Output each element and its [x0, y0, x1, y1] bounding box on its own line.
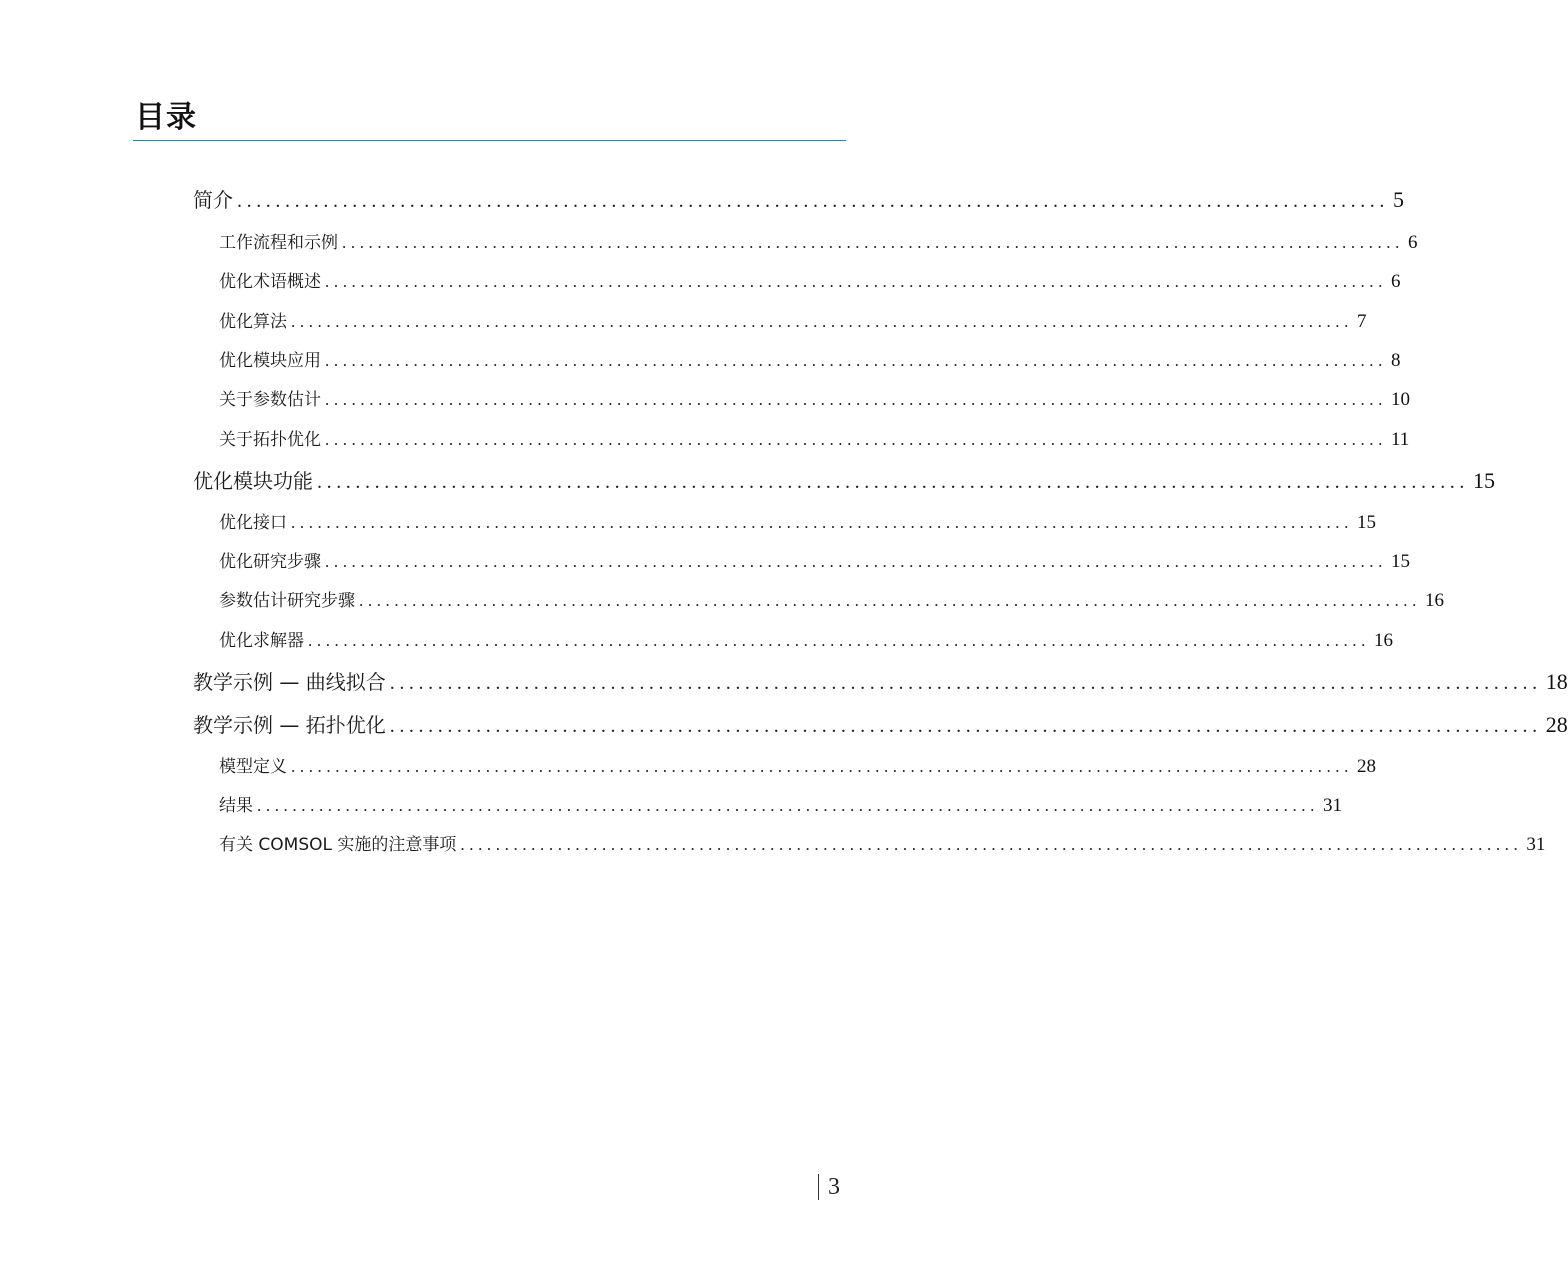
toc-entry-page: 28 — [1545, 712, 1568, 737]
toc-entry[interactable] — [219, 268, 1401, 296]
toc-entry-label: 优化接口 — [219, 513, 287, 533]
toc-entry-page: 15 — [1391, 551, 1410, 572]
page-title: 目录 — [135, 100, 197, 135]
page-number: 3 — [828, 1173, 840, 1200]
toc-entry-label: 简介 — [193, 188, 233, 212]
toc-entry[interactable] — [219, 831, 1546, 859]
toc-entry-page: 16 — [1374, 630, 1393, 651]
toc-entry[interactable] — [219, 753, 1376, 781]
toc-entry-label: 关于拓扑优化 — [219, 430, 321, 450]
toc-entry-page: 10 — [1391, 389, 1410, 410]
toc-entry[interactable] — [193, 185, 1404, 215]
dot-leader: ........................................................................................................................ — [291, 757, 1353, 776]
toc-entry-label: 优化模块功能 — [193, 469, 313, 493]
dot-leader: ........................................................................................................................ — [389, 672, 1542, 694]
toc-entry-label: 有关 COMSOL 实施的注意事项 — [219, 835, 457, 855]
dot-leader: ........................................................................................................................ — [325, 272, 1387, 291]
dot-leader: ........................................................................................................................ — [325, 430, 1387, 449]
toc-entry-page: 31 — [1526, 834, 1546, 855]
toc-entry[interactable] — [219, 386, 1410, 414]
toc-entry[interactable] — [193, 710, 1568, 740]
dot-leader: ........................................................................................................................ — [317, 471, 1469, 493]
toc-entry-page: 11 — [1391, 429, 1410, 450]
dot-leader: ........................................................................................................................ — [325, 351, 1387, 370]
toc-entry-page: 15 — [1357, 512, 1376, 533]
toc-entry-label: 优化求解器 — [219, 631, 304, 651]
dot-leader: ........................................................................................................................ — [257, 796, 1319, 815]
toc-entry[interactable] — [219, 347, 1401, 375]
toc-entry-page: 31 — [1323, 795, 1342, 816]
dot-leader: ........................................................................................................................ — [389, 715, 1542, 737]
toc-entry[interactable] — [219, 426, 1410, 454]
toc-entry-page: 15 — [1473, 468, 1495, 493]
dot-leader: ........................................................................................................................ — [342, 233, 1404, 252]
toc-entry-page: 16 — [1425, 590, 1444, 611]
toc-entry-label: 结果 — [219, 796, 253, 816]
dot-leader: ........................................................................................................................ — [460, 835, 1523, 854]
toc-entry-page: 18 — [1545, 669, 1568, 694]
toc-entry-page: 28 — [1357, 756, 1376, 777]
toc-entry-label: 优化模块应用 — [219, 351, 321, 371]
dot-leader: ........................................................................................................................ — [308, 631, 1370, 650]
toc-entry-page: 8 — [1391, 350, 1401, 371]
toc-entry-label: 工作流程和示例 — [219, 233, 338, 253]
toc-entry-label: 优化研究步骤 — [219, 552, 321, 572]
toc-entry[interactable] — [193, 466, 1495, 496]
toc-entry-label: 优化算法 — [219, 312, 287, 332]
dot-leader: ........................................................................................................................ — [237, 190, 1389, 212]
toc-entry-label: 教学示例 — 曲线拟合 — [193, 670, 386, 694]
dot-leader: ........................................................................................................................ — [325, 390, 1387, 409]
toc-entry[interactable] — [219, 229, 1418, 257]
toc-entry[interactable] — [219, 548, 1410, 576]
dot-leader: ........................................................................................................................ — [291, 513, 1353, 532]
toc-entry-label: 关于参数估计 — [219, 390, 321, 410]
toc-entry-label: 优化术语概述 — [219, 272, 321, 292]
toc-entry[interactable] — [219, 587, 1444, 615]
footer-divider — [818, 1174, 819, 1200]
toc-entry-label: 教学示例 — 拓扑优化 — [193, 713, 386, 737]
toc-entry-page: 7 — [1357, 311, 1367, 332]
toc-entry[interactable] — [219, 308, 1367, 336]
toc-entry-page: 5 — [1393, 187, 1404, 212]
page-footer — [818, 1172, 840, 1202]
toc-entry-page: 6 — [1391, 271, 1401, 292]
toc-entry[interactable] — [219, 627, 1393, 655]
toc-entry-label: 参数估计研究步骤 — [219, 591, 355, 611]
dot-leader: ........................................................................................................................ — [325, 552, 1387, 571]
toc-entry[interactable] — [219, 509, 1376, 537]
toc-entry[interactable] — [219, 792, 1342, 820]
toc-entry-label: 模型定义 — [219, 757, 287, 777]
toc-entry-page: 6 — [1408, 232, 1418, 253]
dot-leader: ........................................................................................................................ — [291, 312, 1353, 331]
dot-leader: ........................................................................................................................ — [359, 591, 1421, 610]
toc-entry[interactable] — [193, 667, 1568, 697]
